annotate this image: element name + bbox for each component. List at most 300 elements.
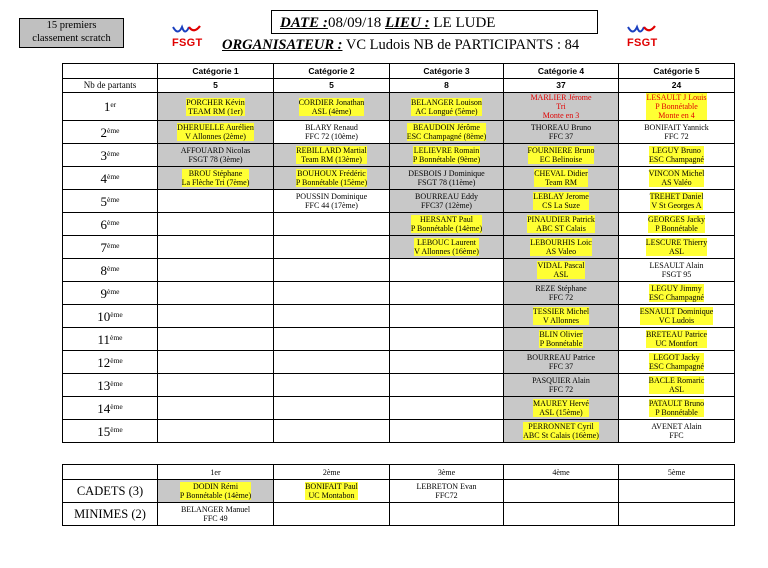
rider-club: AC Longué (5ème) — [415, 106, 478, 116]
rank-suffix: ème — [110, 309, 123, 319]
rank-number: 8 — [100, 262, 107, 278]
rank-row — [63, 420, 735, 443]
rank-label — [63, 236, 158, 259]
rank-suffix: ème — [110, 355, 123, 365]
rank-number: 1 — [103, 99, 111, 114]
place-header: 3ème — [390, 465, 504, 480]
rank-number: 10 — [97, 308, 111, 324]
fsgt-logo-icon — [625, 24, 659, 38]
rider-name: VIDAL Pascal — [537, 261, 585, 270]
rider-club: AS Valeo — [545, 247, 577, 256]
rider-club: ABC St Calais (16ème) — [523, 431, 599, 440]
rider-club: UC Montfort — [655, 339, 698, 348]
rider-entry — [649, 353, 704, 371]
result-cell — [158, 282, 274, 305]
rider-entry — [648, 215, 705, 233]
rank-label — [63, 420, 158, 443]
rank-number: 13 — [97, 377, 111, 393]
result-cell — [504, 93, 619, 121]
rank-suffix: ème — [107, 194, 120, 204]
rider-club: FFC 37 — [548, 362, 574, 371]
rider-name: LESCURE Thierry — [645, 238, 708, 247]
rider-entry — [299, 98, 365, 116]
result-cell — [158, 259, 274, 282]
youth-category-label: CADETS (3) — [63, 480, 158, 503]
partants-row — [63, 79, 735, 93]
youth-row — [63, 503, 735, 526]
rider-name: POUSSIN Dominique — [295, 192, 368, 201]
rider-name: BOURREAU Eddy — [415, 192, 478, 201]
rank-label — [63, 259, 158, 282]
rider-name: BLIN Olivier — [539, 330, 583, 339]
rider-club: FFC 37 — [548, 132, 574, 141]
rider-entry — [646, 330, 707, 348]
place-header: 4ème — [504, 465, 619, 480]
rider-name: BRETEAU Patrice — [645, 330, 708, 339]
result-cell — [504, 397, 619, 420]
rider-note: Monte en 3 — [542, 111, 580, 120]
rider-name: TESSIER Michel — [532, 307, 590, 316]
scratch-label-line2: classement scratch — [32, 33, 111, 44]
rider-club: VC Ludois — [658, 316, 695, 325]
rider-club: P Bonnétable (9ème) — [412, 155, 481, 164]
rider-entry — [532, 376, 590, 394]
rider-entry — [533, 307, 589, 325]
result-cell — [504, 144, 619, 167]
partants-count: 8 — [390, 79, 504, 93]
places-header-row — [63, 465, 735, 480]
rider-name: BEAUDOIN Jérôme — [413, 123, 480, 132]
result-cell — [274, 282, 390, 305]
rider-name: PERRONNET Cyril — [528, 422, 594, 431]
result-cell — [504, 121, 619, 144]
partants-count: 5 — [274, 79, 390, 93]
rank-suffix: ème — [110, 401, 123, 411]
result-cell — [390, 213, 504, 236]
rank-number: 14 — [97, 400, 111, 416]
result-cell — [158, 144, 274, 167]
rank-number: 7 — [100, 239, 107, 255]
rank-number: 6 — [100, 216, 107, 232]
rank-number: 2 — [100, 124, 107, 140]
result-cell — [390, 374, 504, 397]
youth-result-cell — [158, 503, 274, 526]
fsgt-logo-text: FSGT — [627, 37, 658, 49]
rider-entry — [646, 93, 706, 120]
category-header: Catégorie 5 — [619, 64, 735, 79]
rank-row — [63, 305, 735, 328]
rank-suffix: ème — [107, 125, 120, 135]
rider-entry — [416, 482, 476, 500]
rider-name: LELIEVRE Romain — [413, 146, 480, 155]
rider-name: DHERUELLE Aurélien — [177, 123, 254, 132]
rider-name: BLARY Renaud — [305, 123, 358, 132]
rider-name: REBILLARD Martial — [296, 146, 367, 155]
rider-entry — [537, 261, 584, 279]
rider-entry — [649, 146, 704, 164]
rank-row — [63, 259, 735, 282]
rider-note: Monte en 4 — [658, 111, 695, 120]
rank-label — [63, 213, 158, 236]
rank-row — [63, 236, 735, 259]
rank-row — [63, 190, 735, 213]
rider-name: BELANGER Louison — [411, 97, 482, 107]
rider-club: ASL (15ème) — [539, 408, 583, 417]
rider-name: PATAULT Bruno — [648, 399, 705, 408]
rider-entry — [305, 123, 358, 141]
rider-entry — [527, 353, 595, 371]
partants-count: 24 — [619, 79, 735, 93]
rank-suffix: ème — [110, 332, 123, 342]
results-table — [62, 63, 735, 443]
rider-name: LEBRETON Evan — [416, 482, 477, 491]
rider-entry — [411, 215, 482, 233]
rank-row — [63, 282, 735, 305]
place-header: 2ème — [274, 465, 390, 480]
youth-result-cell — [619, 480, 735, 503]
rider-club: ABC ST Calais — [536, 224, 586, 233]
rider-entry — [535, 284, 586, 302]
rider-name: THOREAU Bruno — [530, 123, 592, 132]
rider-name: AFFOUARD Nicolas — [180, 146, 251, 155]
rider-club: EC Belinoise — [539, 155, 583, 164]
youth-result-cell — [390, 480, 504, 503]
rider-entry — [177, 123, 254, 141]
rider-club: P Bonnétable — [539, 339, 583, 348]
rank-label — [63, 328, 158, 351]
result-cell — [158, 121, 274, 144]
rider-entry — [534, 169, 588, 187]
rider-name: DESBOIS J Dominique — [408, 169, 485, 178]
lieu-value: LE LUDE — [433, 15, 496, 31]
rider-entry — [527, 215, 595, 233]
rider-entry — [649, 376, 705, 394]
rank-label — [63, 397, 158, 420]
organisateur-line — [222, 37, 579, 54]
rider-club: P Bonnétable (15ème) — [295, 178, 368, 187]
rider-name: LEGUY Bruno — [652, 146, 701, 155]
rider-name: REZE Stéphane — [535, 284, 587, 293]
rank-label — [63, 144, 158, 167]
result-cell — [274, 259, 390, 282]
rider-entry — [296, 146, 366, 164]
rider-name: BONIFAIT Paul — [305, 482, 358, 491]
youth-result-cell — [274, 503, 390, 526]
rider-name: BOURREAU Patrice — [526, 353, 596, 362]
rider-club: ASL — [668, 247, 685, 256]
rider-entry — [649, 261, 703, 279]
date-label: DATE : — [280, 15, 328, 31]
rider-name: BELANGER Manuel — [180, 505, 251, 514]
rider-club: FSGT 78 (11ème) — [417, 178, 476, 187]
result-cell — [390, 93, 504, 121]
rider-club: P Bonnétable (14ème) — [179, 491, 252, 500]
result-cell — [619, 305, 735, 328]
date-lieu-box — [271, 10, 598, 34]
rank-row — [63, 374, 735, 397]
lieu-label: LIEU : — [385, 15, 430, 31]
rider-club: TEAM RM (1er) — [188, 106, 243, 116]
rank-suffix: ème — [107, 240, 120, 250]
fsgt-logo-icon — [170, 24, 204, 38]
rider-name: CORDIER Jonathan — [298, 97, 365, 107]
rider-name: LEBOUC Laurent — [417, 238, 476, 247]
partants-count: 37 — [504, 79, 619, 93]
rank-row — [63, 93, 735, 121]
rider-name: LEBOURHIS Loic — [530, 238, 592, 247]
result-cell — [158, 305, 274, 328]
participants-label: NB de PARTICIPANTS : — [413, 37, 562, 53]
corner-cell — [63, 465, 158, 480]
rider-club: V Allonnes — [542, 316, 580, 325]
result-cell — [504, 328, 619, 351]
rider-entry — [530, 93, 591, 120]
fsgt-logo-left — [170, 24, 204, 50]
rank-suffix: ème — [107, 148, 120, 158]
rank-number: 9 — [100, 285, 107, 301]
rider-club: FFC72 — [435, 491, 458, 500]
rank-number: 12 — [97, 354, 111, 370]
youth-category-label: MINIMES (2) — [63, 503, 158, 526]
rank-suffix: er — [110, 100, 117, 109]
youth-row — [63, 480, 735, 503]
rider-club: La Flèche Tri (7ème) — [181, 178, 250, 187]
rider-entry — [649, 284, 704, 302]
rider-name: MARLIER Jérome — [530, 93, 592, 102]
rider-entry — [649, 169, 705, 187]
rider-name: LESAULT J Louis — [646, 93, 707, 102]
result-cell — [390, 236, 504, 259]
youth-table — [62, 464, 735, 526]
rider-club: V St Georges A — [651, 201, 702, 210]
rank-row — [63, 351, 735, 374]
rank-row — [63, 167, 735, 190]
rider-club: FFC — [669, 431, 684, 440]
partants-count: 5 — [158, 79, 274, 93]
result-cell — [504, 282, 619, 305]
result-cell — [390, 305, 504, 328]
rank-label — [63, 374, 158, 397]
rider-name: ESNAULT Dominique — [639, 307, 714, 316]
youth-result-cell — [619, 503, 735, 526]
rider-entry — [651, 422, 701, 440]
rider-name: LESAULT Alain — [649, 261, 704, 270]
rider-entry — [531, 123, 591, 141]
result-cell — [390, 282, 504, 305]
rider-entry — [414, 238, 479, 256]
rider-club: Team RM — [544, 178, 578, 187]
result-cell — [504, 420, 619, 443]
rider-entry — [181, 505, 250, 523]
category-header: Catégorie 3 — [390, 64, 504, 79]
rider-club: FFC 72 (10ème) — [305, 132, 358, 141]
rider-entry — [415, 192, 478, 210]
result-cell — [390, 351, 504, 374]
place-header: 5ème — [619, 465, 735, 480]
rank-suffix: ème — [110, 378, 123, 388]
rank-suffix: ème — [107, 263, 120, 273]
result-cell — [619, 259, 735, 282]
result-cell — [504, 305, 619, 328]
result-cell — [274, 93, 390, 121]
rank-label — [63, 93, 158, 121]
rider-club: FSGT 78 (3ème) — [188, 155, 243, 164]
rank-suffix: ème — [107, 217, 120, 227]
rider-name: PINAUDIER Patrick — [527, 215, 595, 224]
rank-row — [63, 121, 735, 144]
rank-label — [63, 351, 158, 374]
rider-name: BACLE Romaric — [648, 376, 705, 385]
result-cell — [274, 374, 390, 397]
rider-club: CS La Suze — [542, 201, 580, 210]
rider-club: Team RM (13ème) — [301, 155, 362, 164]
rider-entry — [413, 146, 480, 164]
result-cell — [619, 282, 735, 305]
result-cell — [619, 190, 735, 213]
rider-entry — [650, 192, 704, 210]
result-cell — [619, 121, 735, 144]
rider-club: ASL (4ème) — [311, 106, 352, 116]
place-header: 1er — [158, 465, 274, 480]
result-cell — [619, 144, 735, 167]
result-cell — [619, 328, 735, 351]
result-cell — [158, 420, 274, 443]
result-cell — [274, 397, 390, 420]
rider-entry — [182, 169, 250, 187]
rank-row — [63, 213, 735, 236]
youth-result-cell — [504, 503, 619, 526]
rank-row — [63, 328, 735, 351]
result-cell — [504, 259, 619, 282]
rider-name: BONIFAIT Yannick — [644, 123, 709, 132]
result-cell — [504, 351, 619, 374]
rank-number: 5 — [100, 193, 107, 209]
category-header-row — [63, 64, 735, 79]
rank-number: 3 — [100, 147, 107, 163]
result-cell — [158, 213, 274, 236]
rider-entry — [180, 482, 251, 500]
rider-club: P Bonnétable — [655, 102, 698, 111]
rider-club: Tri — [556, 102, 566, 111]
rider-entry — [528, 146, 595, 164]
rider-club: FSGT 95 — [661, 270, 692, 279]
rider-entry — [305, 482, 358, 500]
scratch-label-line1: 15 premiers — [46, 20, 97, 31]
result-cell — [274, 351, 390, 374]
rank-number: 4 — [100, 170, 107, 186]
rider-entry — [296, 192, 367, 210]
rank-row — [63, 144, 735, 167]
date-value: 08/09/18 — [327, 15, 382, 31]
rank-label — [63, 121, 158, 144]
youth-result-cell — [390, 503, 504, 526]
rider-entry — [523, 422, 599, 440]
result-cell — [619, 397, 735, 420]
result-cell — [619, 236, 735, 259]
partants-label: Nb de partants — [63, 79, 158, 93]
scratch-label-box — [19, 18, 124, 48]
rider-name: BOUHOUX Frédéric — [297, 169, 366, 178]
result-cell — [158, 397, 274, 420]
youth-result-cell — [274, 480, 390, 503]
rider-entry — [408, 169, 484, 187]
rank-label — [63, 282, 158, 305]
rider-club: UC Montabon — [308, 491, 355, 500]
result-cell — [158, 167, 274, 190]
rider-entry — [181, 146, 251, 164]
result-cell — [390, 259, 504, 282]
rider-entry — [533, 399, 589, 417]
rider-entry — [407, 123, 487, 141]
result-cell — [158, 93, 274, 121]
rider-name: AVENET Alain — [651, 422, 702, 431]
rider-entry — [186, 98, 244, 116]
rider-club: FFC 49 — [203, 514, 228, 523]
result-cell — [274, 167, 390, 190]
rider-name: VINCON Michel — [648, 169, 705, 178]
result-cell — [274, 144, 390, 167]
rider-name: TREHET Daniel — [649, 192, 704, 201]
rider-club: ASL — [553, 270, 569, 279]
rider-club: FFC37 (12ème) — [421, 201, 472, 210]
result-cell — [158, 351, 274, 374]
result-cell — [390, 190, 504, 213]
result-cell — [390, 328, 504, 351]
rider-name: LEBLAY Jerome — [533, 192, 589, 201]
rider-name: LEGUY Jimmy — [651, 284, 702, 293]
rider-name: GEORGES Jacky — [647, 215, 706, 224]
fsgt-logo-text: FSGT — [172, 37, 203, 49]
rank-number: 15 — [97, 423, 111, 439]
rider-club: ESC Champagné (8ème) — [406, 132, 487, 141]
participants-value: 84 — [564, 37, 580, 53]
rank-row — [63, 397, 735, 420]
result-cell — [504, 167, 619, 190]
rank-number: 11 — [97, 331, 111, 347]
rider-entry — [649, 399, 704, 417]
rider-club: ESC Champagné — [649, 362, 704, 371]
rider-club: ESC Champagné — [649, 155, 704, 164]
result-cell — [158, 190, 274, 213]
result-cell — [274, 121, 390, 144]
rider-name: BROU Stéphane — [188, 169, 243, 178]
result-cell — [390, 420, 504, 443]
organisateur-value: VC Ludois — [345, 37, 410, 53]
rider-club: FFC 72 — [548, 293, 574, 302]
rider-name: HERSANT Paul — [420, 215, 473, 224]
rider-club: V Allonnes (16ème) — [414, 247, 479, 256]
rider-name: DODIN Rémi — [192, 482, 239, 491]
rider-entry — [411, 98, 482, 116]
result-cell — [619, 351, 735, 374]
rank-suffix: ème — [110, 424, 123, 434]
rider-club: ASL — [668, 385, 685, 394]
fsgt-logo-right — [625, 24, 659, 50]
category-header: Catégorie 1 — [158, 64, 274, 79]
rider-entry — [539, 330, 582, 348]
result-cell — [619, 213, 735, 236]
rider-club: P Bonnétable — [655, 408, 698, 417]
rider-club: V Allonnes (2ème) — [185, 132, 246, 141]
rider-entry — [533, 192, 589, 210]
result-cell — [619, 374, 735, 397]
rider-name: CHEVAL Didier — [534, 169, 588, 178]
rider-name: FOURNIERE Bruno — [527, 146, 595, 155]
rider-entry — [644, 123, 709, 141]
result-cell — [390, 397, 504, 420]
rank-suffix: ème — [107, 171, 120, 181]
rider-club: FFC 44 (17ème) — [305, 201, 358, 210]
